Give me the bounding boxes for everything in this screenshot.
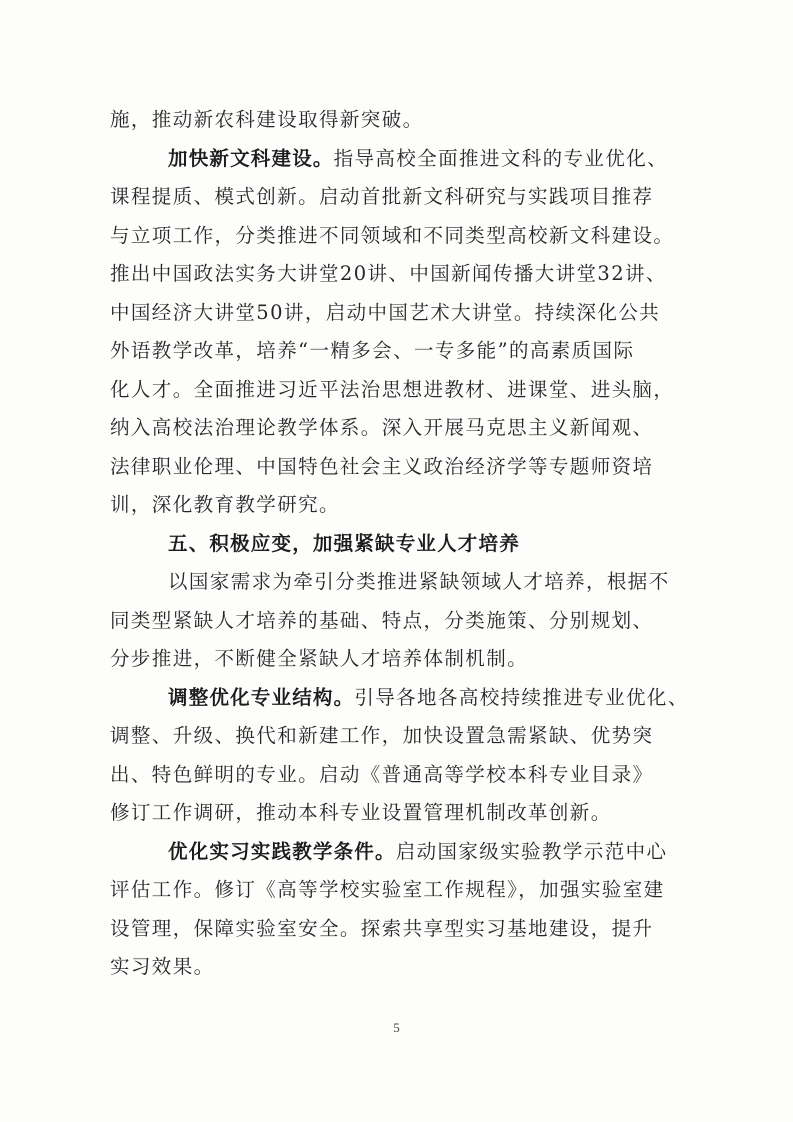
text-line: 外语教学改革，培养“一精多会、一专多能”的高素质国际 [110,339,635,362]
bold-lead-shixi: 优化实习实践教学条件。 [168,839,396,863]
text-line: 纳入高校法治理论教学体系。深入开展马克思主义新闻观、 [110,416,654,439]
paragraph-first-line [110,679,690,718]
bold-lead-zhuanye: 调整优化专业结构。 [168,685,355,709]
text-line: 法律职业伦理、中国特色社会主义政治经济学等专题师资培 [110,454,654,478]
text-line: 调整、升级、换代和新建工作，加快设置急需紧缺、优势突 [110,724,654,747]
page-number: 5 [393,1020,400,1035]
text-line: 化人才。全面推进习近平法治思想进教材、进课堂、进头脑， [110,377,675,401]
text-line: 出、特色鲜明的专业。启动《普通高等学校本科专业目录》 [110,762,654,786]
paragraph-first-line [110,140,690,179]
paragraph-first-line: 以国家需求为牵引分类推进紧缺领域人才培养，根据不 [168,570,670,593]
paragraph-text: 指导高校全面推进文科的专业优化、 [333,146,669,170]
text-line: 训，深化教育教学研究。 [110,493,340,516]
text-line: 评估工作。修订《高等学校实验室工作规程》，加强实验室建 [110,878,665,901]
text-line: 实习效果。 [110,955,215,978]
text-line: 同类型紧缺人才培养的基础、特点，分类施策、分别规划、 [110,608,654,632]
text-line: 修订工作调研，推动本科专业设置管理机制改革创新。 [110,801,612,824]
bold-lead-xinwenke: 加快新文科建设。 [168,146,334,170]
text-line: 课程提质、模式创新。启动首批新文科研究与实践项目推荐 [110,185,654,208]
text-line: 分步推进，不断健全紧缺人才培养体制机制。 [110,647,529,670]
text-line: 施，推动新农科建设取得新突破。 [110,108,424,131]
paragraph-text: 启动国家级实验教学示范中心 [395,839,668,863]
text-line: 设管理，保障实验室安全。探索共享型实习基地建设，提升 [110,916,654,940]
text-line: 中国经济大讲堂50讲，启动中国艺术大讲堂。持续深化公共 [110,300,661,324]
text-line: 与立项工作，分类推进不同领域和不同类型高校新文科建设。 [110,223,675,247]
paragraph-first-line [110,833,690,872]
text-line: 推出中国政法实务大讲堂20讲、中国新闻传播大讲堂32讲、 [110,262,667,285]
section-heading: 五、积极应变，加强紧缺专业人才培养 [168,531,520,555]
paragraph-text: 引导各地各高校持续推进专业优化、 [354,685,689,709]
document-body [110,101,690,987]
